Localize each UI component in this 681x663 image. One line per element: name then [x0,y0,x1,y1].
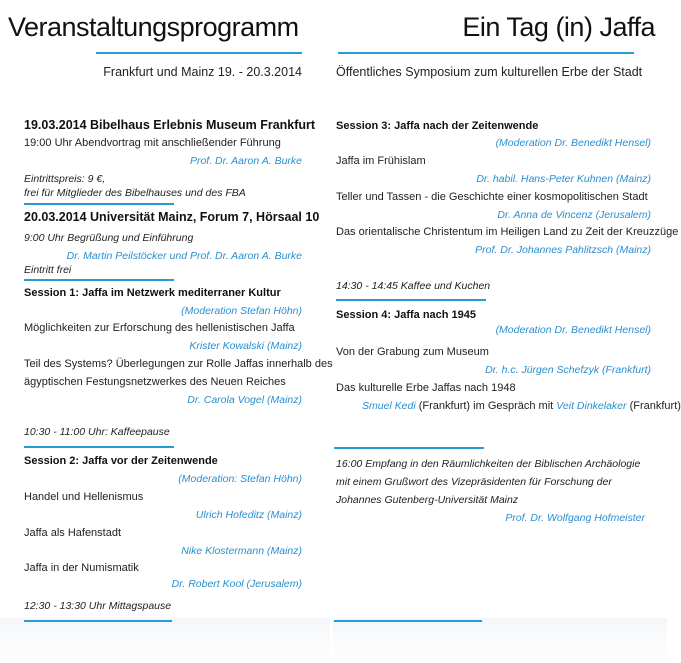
session2-moderation: (Moderation: Stefan Höhn) [178,473,302,485]
bottom-shade-right [333,618,667,663]
session3-speaker2: Dr. Anna de Vincenz (Jerusalem) [497,209,651,221]
day1-speaker: Prof. Dr. Aaron A. Burke [189,155,302,167]
discussant-1-city: (Frankfurt) im Gespräch mit [415,400,557,412]
session3-speaker3: Prof. Dr. Johannes Pahlitzsch (Mainz) [475,244,651,256]
session3-moderation: (Moderation Dr. Benedikt Hensel) [495,137,651,149]
reception-speaker: Prof. Dr. Wolfgang Hofmeister [505,512,645,524]
break1-rule [24,446,174,448]
break1: 10:30 - 11:00 Uhr: Kaffeepause [24,426,170,438]
discussant-2-city: (Frankfurt) [626,400,681,412]
session4-moderation: (Moderation Dr. Benedikt Hensel) [495,324,651,336]
discussant-2: Veit Dinkelaker [556,400,627,412]
session2-speaker1: Ulrich Hofeditz (Mainz) [195,509,302,521]
left-title-rule [96,52,302,54]
session1-talk1: Möglichkeiten zur Erforschung des hellenistischen Jaffa [24,322,295,334]
session3-talk2: Teller und Tassen - die Geschichte einer kosmopolitischen Stadt [336,191,648,203]
session4-title: Session 4: Jaffa nach 1945 [336,309,477,321]
day1-fee1: Eintrittspreis: 9 €, [24,173,106,185]
session4-talk2: Das kulturelle Erbe Jaffas nach 1948 [336,382,516,394]
day1-heading: 19.03.2014 Bibelhaus Erlebnis Museum Frankfurt [24,118,316,132]
session2-talk1: Handel und Hellenismus [24,491,144,503]
session3-talk3: Das orientalische Christentum im Heiligen Land zu Zeit der Kreuzzüge [336,226,679,238]
reception-line1: 16:00 Empfang in den Räumlichkeiten der Biblischen Archäologie [336,458,641,470]
session2-talk3: Jaffa in der Numismatik [24,562,139,574]
session1-speaker1: Krister Kowalski (Mainz) [189,340,302,352]
day2-heading: 20.03.2014 Universität Mainz, Forum 7, Hörsaal 10 [24,210,320,224]
session3-talk1: Jaffa im Frühislam [336,155,426,167]
discussant-1: Smuel Kedi [362,400,416,412]
session1-title: Session 1: Jaffa im Netzwerk mediterraner Kultur [24,287,281,299]
session3-title: Session 3: Jaffa nach der Zeitenwende [336,120,539,132]
day2-speakers: Dr. Martin Peilstöcker und Prof. Dr. Aaron A. Burke [66,250,302,262]
session2-title: Session 2: Jaffa vor der Zeitenwende [24,455,218,467]
right-bottom-rule [334,620,482,622]
session4-rule [334,447,484,449]
right-title: Ein Tag (in) Jaffa [462,12,655,42]
day1-rule [24,203,174,205]
session2-speaker3: Dr. Robert Kool (Jerusalem) [171,578,302,590]
day1-fee2: frei für Mitglieder des Bibelhauses und des FBA [24,187,246,199]
session1-moderation: (Moderation Stefan Höhn) [181,305,302,317]
session1-speaker2: Dr. Carola Vogel (Mainz) [187,394,302,406]
right-break-rule [336,299,486,301]
session1-talk2b: ägyptischen Festungsnetzwerkes des Neuen Reiches [24,376,286,388]
break2: 12:30 - 13:30 Uhr Mittagspause [24,600,172,612]
right-title-rule [338,52,634,54]
day1-line: 19:00 Uhr Abendvortrag mit anschließender Führung [24,137,281,149]
left-title: Veranstaltungsprogramm [8,12,299,42]
session4-talk1: Von der Grabung zum Museum [336,346,489,358]
session4-speaker1: Dr. h.c. Jürgen Schefzyk (Frankfurt) [485,364,651,376]
day2-fee: Eintritt frei [24,264,72,276]
left-subtitle: Frankfurt und Mainz 19. - 20.3.2014 [103,65,302,79]
day2-rule [24,279,174,281]
session2-speaker2: Nike Klostermann (Mainz) [181,545,302,557]
session2-talk2: Jaffa als Hafenstadt [24,527,122,539]
session3-speaker1: Dr. habil. Hans-Peter Kuhnen (Mainz) [476,173,651,185]
right-subtitle: Öffentliches Symposium zum kulturellen Erbe der Stadt [336,65,643,79]
right-break: 14:30 - 14:45 Kaffee und Kuchen [336,280,491,292]
session4-discussion [362,400,681,412]
day2-line: 9:00 Uhr Begrüßung und Einführung [24,232,194,244]
reception-line3: Johannes Gutenberg-Universität Mainz [336,494,519,506]
break2-rule [24,620,172,622]
bottom-shade-left [0,618,330,663]
session1-talk2a: Teil des Systems? Überlegungen zur Rolle Jaffas innerhalb des [24,358,333,370]
reception-line2: mit einem Grußwort des Vizepräsidenten für Forschung der [336,476,612,488]
